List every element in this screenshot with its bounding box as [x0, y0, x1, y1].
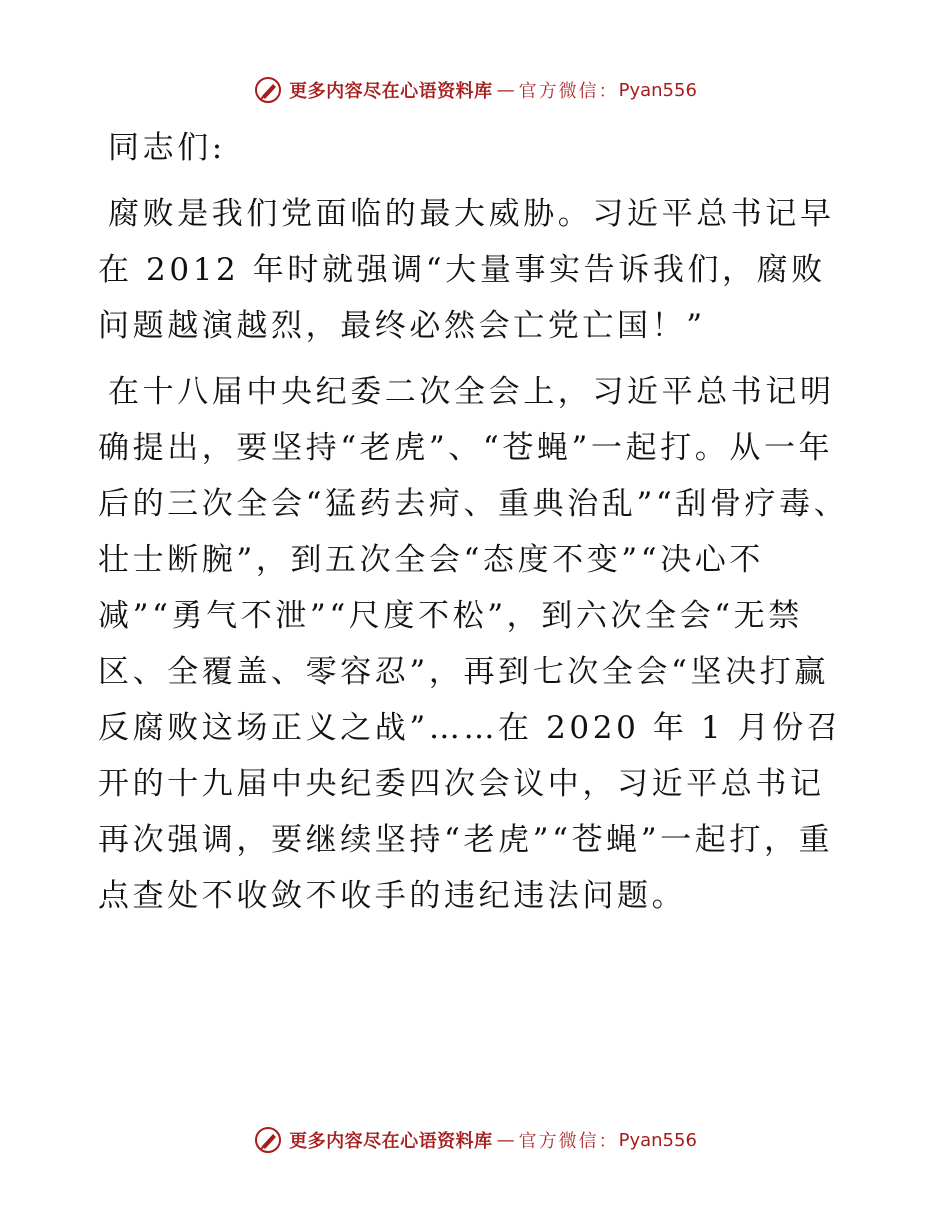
- header-watermark: [0, 72, 950, 108]
- paragraph-2: 在十八届中央纪委二次全会上，习近平总书记明确提出，要坚持“老虎”、“苍蝇”一起打。从一年后的三次全会“猛药去疴、重典治乱”“刮骨疗毒、壮士断腕”，到五次全会“态度不变”“决心不减”“勇气不泄”“尺度不松”，到六次全会“无禁区、全覆盖、零容忍”，再到七次全会“坚决打赢反腐败这场正义之战”……在 2020 年 1 月份召开的十九届中央纪委四次会议中，习近平总书记再次强调，要继续坚持“老虎”“苍蝇”一起打，重点查处不收敛不收手的违纪违法问题。: [98, 374, 849, 914]
- watermark-label: 官方微信：: [518, 1131, 619, 1152]
- watermark-separator: —: [496, 79, 515, 101]
- pen-logo-icon: [253, 1125, 283, 1155]
- watermark-wechat-id: Pyan556: [618, 79, 697, 101]
- watermark-brand: 更多内容尽在心语资料库: [289, 81, 493, 102]
- watermark-separator: —: [496, 1129, 515, 1151]
- paragraph-1: 腐败是我们党面临的最大威胁。习近平总书记早在 2012 年时就强调“大量事实告诉我们，腐败问题越演越烈，最终必然会亡党亡国！”: [98, 196, 835, 344]
- document-body: [98, 120, 850, 924]
- pen-logo-icon: [253, 75, 283, 105]
- footer-watermark: [0, 1122, 950, 1158]
- watermark-wechat-id: Pyan556: [618, 1129, 697, 1151]
- watermark-brand: 更多内容尽在心语资料库: [289, 1131, 493, 1152]
- watermark-label: 官方微信：: [518, 81, 619, 102]
- greeting: 同志们:: [108, 130, 226, 166]
